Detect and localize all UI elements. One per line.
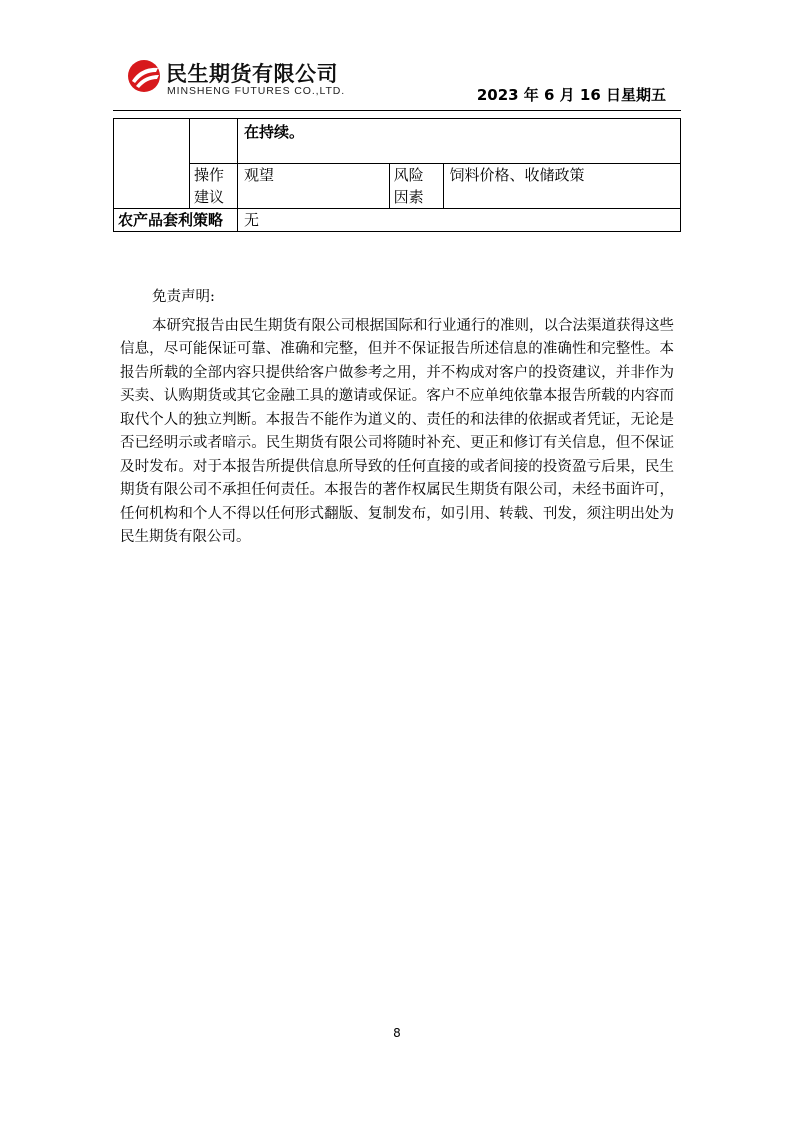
- company-name-en: MINSHENG FUTURES CO.,LTD.: [167, 85, 346, 97]
- company-name-cn: 民生期货有限公司: [166, 62, 338, 86]
- disclaimer-body: 本研究报告由民生期货有限公司根据国际和行业通行的准则，以合法渠道获得这些信息，尽可能保证可靠、准确和完整，但并不保证报告所述信息的准确性和完整性。本报告所载的全部内容只提供给客户做参考之用，并不构成对客户的投资建议，并非作为买卖、认购期货或其它金融工具的邀请或保证。客户不应单纯依靠本报告所载的内容而取代个人的独立判断。本报告不能作为道义的、责任的和法律的依据或者凭证，无论是否已经明示或者暗示。民生期货有限公司将随时补充、更正和修订有关信息，但不保证及时发布。对于本报告所提供信息所导致的任何直接的或者间接的投资盈亏后果，民生期货有限公司不承担任何责任。本报告的著作权属民生期货有限公司，未经书面许可，任何机构和个人不得以任何形式翻版、复制发布，如引用、转载、刊发，须注明出处为民生期货有限公司。: [120, 317, 674, 545]
- strategy-value: 无: [237, 209, 680, 232]
- report-date: 2023 年 6 月 16 日星期五: [476, 86, 666, 104]
- risk-label-line1: 风险: [393, 166, 424, 184]
- header-divider: [113, 110, 681, 111]
- disclaimer-title: 免责声明:: [152, 289, 215, 305]
- table-row: [114, 164, 681, 209]
- table-cell-empty: [189, 119, 237, 164]
- table-row: [114, 209, 681, 232]
- table-cell-empty: [114, 119, 190, 209]
- operation-label-line1: 操作: [193, 166, 224, 184]
- strategy-table: [113, 118, 681, 232]
- risk-label-line2: 因素: [393, 188, 424, 206]
- operation-value: 观望: [237, 164, 389, 209]
- page-number: 8: [393, 1026, 401, 1040]
- operation-label-line2: 建议: [193, 188, 224, 206]
- table-row: [114, 119, 681, 164]
- risk-value: 饲料价格、收储政策: [443, 164, 681, 209]
- continuation-text: 在持续。: [237, 119, 680, 164]
- company-logo: [126, 56, 366, 102]
- strategy-label: 农产品套利策略: [114, 209, 238, 232]
- operation-label: [189, 164, 237, 209]
- minsheng-logo-icon: [126, 56, 162, 96]
- disclaimer-section: [120, 286, 674, 550]
- risk-label: [389, 164, 443, 209]
